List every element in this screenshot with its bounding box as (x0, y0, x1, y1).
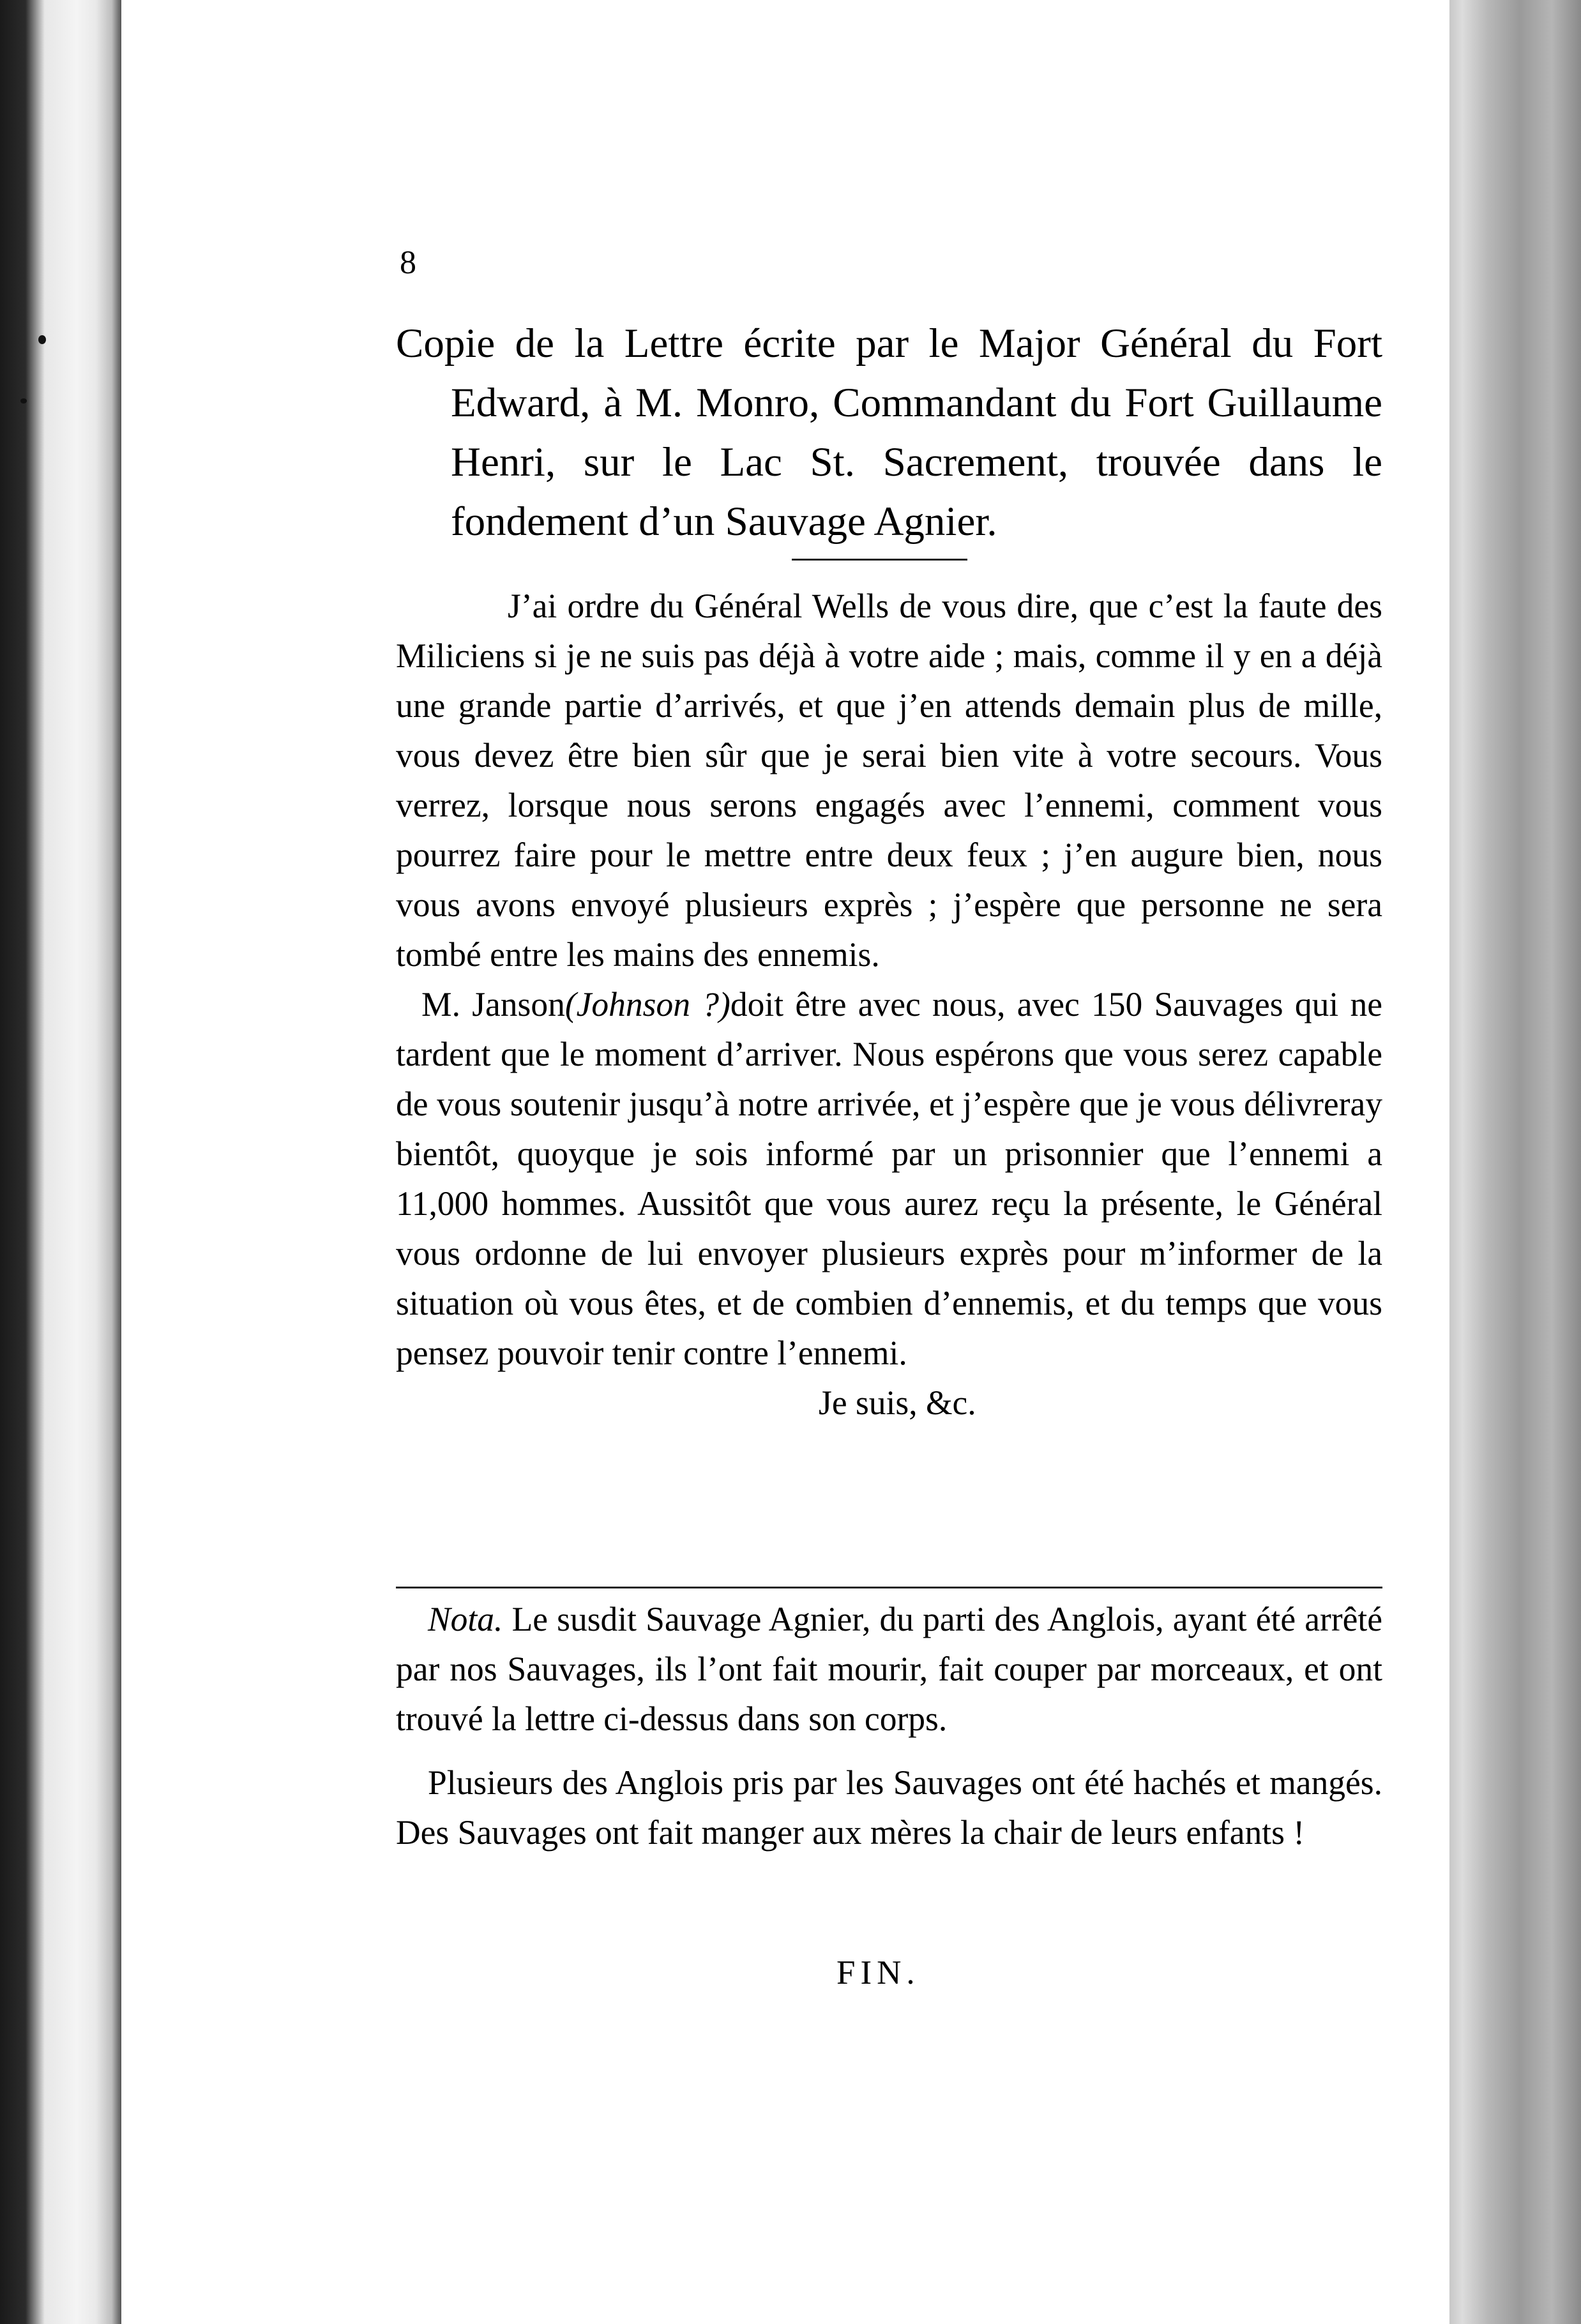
nota-paragraph-2: Plusieurs des Anglois pris par les Sauvages ont été hachés et mangés. Des Sauvages ont fait manger aux mères la chair de leurs enfants ! (396, 1763, 1382, 1852)
nota-paragraph-1 (396, 1594, 1382, 1744)
scan-speck (38, 335, 46, 344)
document-heading: Copie de la Lettre écrite par le Major Général du Fort Edward, à M. Monro, Commandant du Fort Guillaume Henri, sur le Lac St. Sacrement, trouvée dans le fondement d’un Sauvage Agnier. (396, 321, 1382, 545)
letter-paragraph-2 (396, 979, 1382, 1378)
page-edge (1449, 0, 1581, 2324)
book-gutter (0, 0, 121, 2324)
separator-rule (792, 559, 967, 561)
letter-signoff: Je suis, &c. (819, 1384, 976, 1422)
end-mark: FIN. (836, 1954, 920, 1991)
nota-label: Nota. (428, 1600, 503, 1638)
nota-text: Le susdit Sauvage Agnier, du parti des Anglois, ayant été arrêté par nos Sauvages, ils l’ont fait mourir, fait couper par morceaux, et ont trouvé la lettre ci-dessus dans son corps. (396, 1600, 1382, 1738)
scan-speck (20, 398, 27, 404)
letter-body (396, 581, 1382, 1428)
nota-section (396, 1594, 1382, 1857)
letter-p2-start: M. Janson (421, 985, 565, 1023)
letter-p2-italic: (Johnson ?) (564, 985, 730, 1023)
nota-separator-rule (396, 1587, 1382, 1588)
page-number: 8 (400, 245, 416, 281)
letter-paragraph-1: J’ai ordre du Général Wells de vous dire, que c’est la faute des Miliciens si je ne suis pas déjà à votre aide ; mais, comme il y en a déjà une grande partie d’arrivés, et que j’en attends demain plus de mille, vous devez être bien sûr que je serai bien vite à votre secours. Vous verrez, lorsque nous serons engagés avec l’ennemi, comment vous pourrez faire pour le mettre entre deux feux ; j’en augure bien, nous vous avons envoyé plusieurs exprès ; j’espère que personne ne sera tombé entre les mains des ennemis. (396, 587, 1382, 974)
letter-p2-rest: doit être avec nous, avec 150 Sauvages qui ne tardent que le moment d’arriver. Nous espérons que vous serez capable de vous soutenir jusqu’à notre arrivée, et j’espère que je vous délivreray bientôt, quoyque je sois informé par un prisonnier que l’ennemi a 11,000 hommes. Aussitôt que vous aurez reçu la présente, le Général vous ordonne de lui envoyer plusieurs exprès pour m’informer de la situation où vous êtes, et de combien d’ennemis, et du temps que vous pensez pouvoir tenir contre l’ennemi. (396, 985, 1382, 1372)
